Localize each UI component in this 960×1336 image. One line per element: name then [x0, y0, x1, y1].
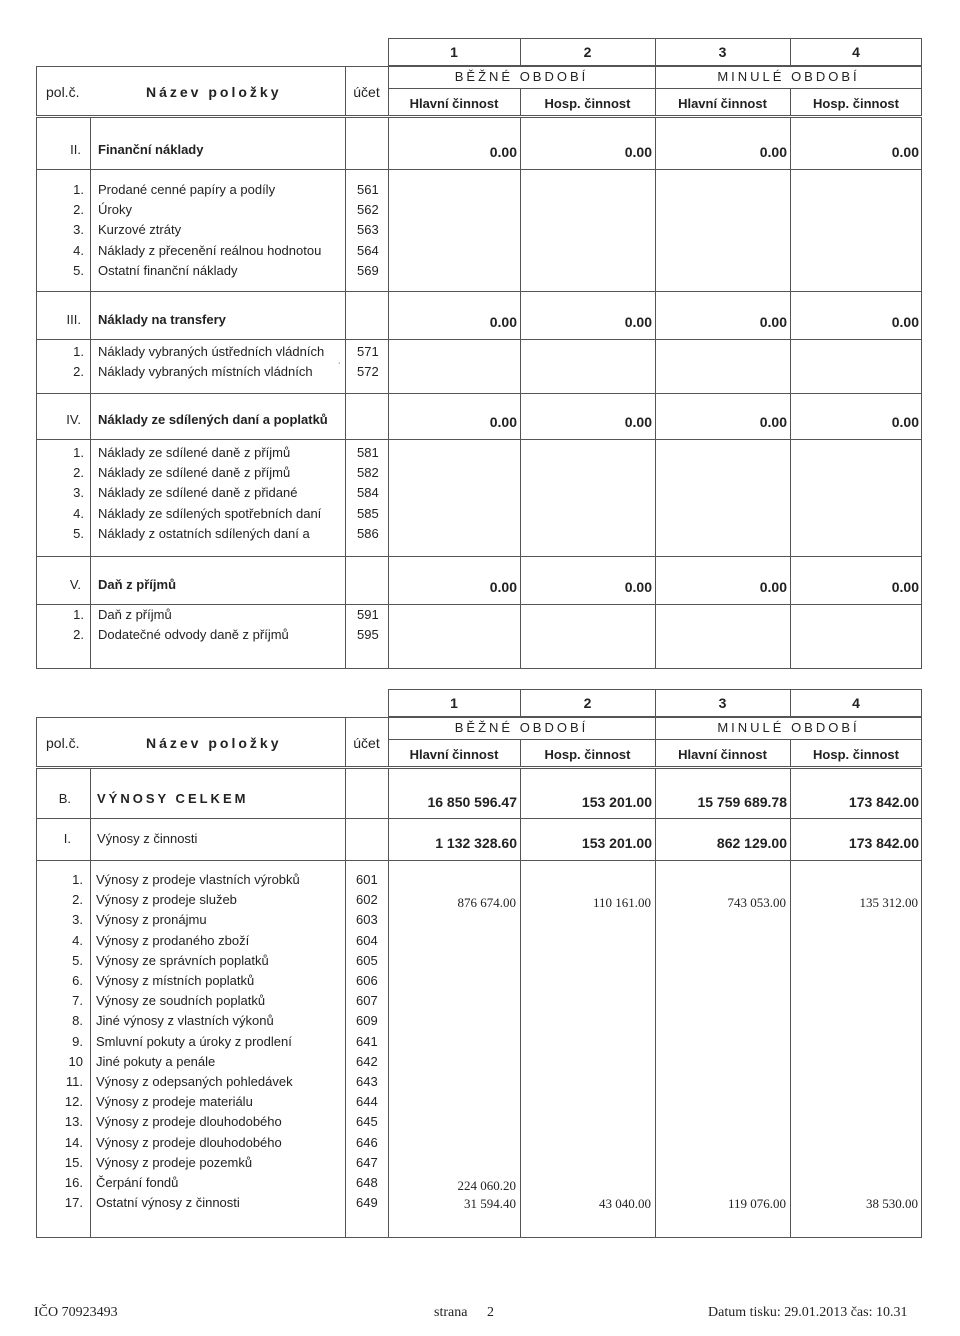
row-name: Výnosy z odepsaných pohledávek: [96, 1074, 293, 1089]
row-account: 648: [356, 1175, 378, 1190]
row-name: Jiné pokuty a penále: [96, 1053, 216, 1069]
header-2-sub-3: Hosp. činnost: [813, 747, 899, 762]
section-title: Náklady ze sdílených daní a poplatků: [98, 412, 328, 427]
header-2-pol: pol.č.: [46, 735, 80, 751]
section-total: 0.00: [759, 414, 787, 430]
subtotal-value: 153 201.00: [581, 835, 652, 851]
row-number: 1.: [73, 182, 84, 197]
header-2-col-number: 4: [852, 695, 860, 711]
row-account: 607: [356, 993, 378, 1009]
row-name: Náklady vybraných ústředních vládních: [98, 344, 325, 359]
row-name: Výnosy z prodeje pozemků: [96, 1154, 253, 1170]
footer-ico: IČO 70923493: [34, 1305, 118, 1320]
section-title: Náklady na transfery: [98, 312, 226, 327]
row-name: Výnosy z prodeje materiálu: [96, 1094, 253, 1110]
section-number: V.: [69, 577, 81, 592]
subtotal-value: 173 842.00: [848, 835, 919, 851]
section-total: 0.00: [489, 579, 517, 595]
section-total: 0.00: [624, 144, 652, 160]
row-number: 2.: [73, 465, 84, 481]
row-name: Smluvní pokuty a úroky z prodlení: [96, 1033, 292, 1049]
row-account: 571: [357, 344, 379, 359]
section-divider: [36, 393, 922, 394]
section-divider: [36, 556, 922, 557]
row-account: 646: [356, 1134, 378, 1150]
row-account: 604: [356, 932, 378, 948]
header-2-sub-1: Hosp. činnost: [544, 747, 631, 762]
header-2-minule-obdobi: MINULÉ OBDOBÍ: [717, 720, 860, 735]
row-number: 1.: [73, 607, 84, 622]
row-account: 642: [356, 1053, 378, 1069]
row-account: 595: [357, 627, 379, 643]
row-account: 562: [357, 202, 379, 218]
total-value: 173 842.00: [848, 794, 919, 810]
row-account: 563: [357, 222, 379, 238]
section-number: B.: [58, 791, 71, 806]
section-total: 0.00: [624, 579, 652, 595]
row-account: 609: [356, 1013, 378, 1029]
header-2-col-number: 2: [583, 695, 592, 711]
row-value: 43 040.00: [599, 1196, 651, 1211]
footer-page-number: 2: [487, 1305, 494, 1320]
section-title: Výnosy z činnosti: [97, 831, 198, 846]
section-divider: [36, 339, 922, 340]
row-name: Výnosy z místních poplatků: [96, 973, 255, 988]
section-total: 0.00: [759, 579, 787, 595]
section-total: 0.00: [489, 314, 517, 330]
row-name: Výnosy ze správních poplatků: [96, 952, 269, 968]
row-number: 2.: [73, 202, 84, 218]
row-number: 3.: [72, 912, 83, 928]
row-number: 3.: [73, 222, 84, 238]
header-2-col-number: 3: [718, 695, 727, 711]
tick-mark: ˙: [338, 362, 342, 373]
total-value: 16 850 596.47: [427, 794, 517, 810]
row-number: 8.: [72, 1013, 83, 1029]
header-2-bezne-obdobi: BĚŽNÉ OBDOBÍ: [454, 720, 589, 735]
row-account: 606: [356, 973, 378, 988]
row-name: Náklady z přecenění reálnou hodnotou: [98, 242, 322, 258]
row-name: Výnosy z prodeje služeb: [96, 892, 237, 908]
row-account: 582: [357, 465, 379, 481]
section-title: Finanční náklady: [98, 142, 204, 157]
row-value: 31 594.40: [464, 1196, 516, 1211]
header-2-sub-0: Hlavní činnost: [409, 747, 499, 762]
header-1-ucet: účet: [353, 84, 380, 100]
header-2-col-number: 1: [450, 695, 458, 711]
row-number: 4.: [72, 932, 83, 948]
row-number: 5.: [72, 952, 83, 968]
row-account: 647: [356, 1154, 378, 1170]
row-name: Výnosy z prodaného zboží: [96, 932, 250, 948]
header-1-sub-0: Hlavní činnost: [409, 96, 499, 111]
section-divider: [36, 818, 922, 819]
row-number: 5.: [73, 262, 84, 278]
row-number: 2.: [73, 364, 84, 380]
row-account: 564: [357, 242, 379, 258]
row-name: Dodatečné odvody daně z příjmů: [98, 627, 289, 643]
row-name: Náklady ze sdílené daně z příjmů: [98, 445, 291, 460]
ucet-column-divider: [345, 768, 346, 1238]
row-value: 119 076.00: [727, 1196, 786, 1211]
footer-page-label: strana: [434, 1305, 468, 1320]
row-number: 7.: [72, 993, 83, 1009]
row-number: 12.: [64, 1094, 83, 1110]
row-number: 17.: [64, 1195, 83, 1211]
row-account: 591: [357, 607, 379, 622]
row-account: 572: [357, 364, 379, 380]
row-number: 15.: [64, 1154, 83, 1170]
header-2-ucet: účet: [353, 735, 380, 751]
row-account: 561: [357, 182, 379, 197]
row-number: 4.: [73, 505, 84, 521]
row-name: Prodané cenné papíry a podíly: [98, 182, 276, 197]
section-number: III.: [66, 312, 81, 327]
section-total: 0.00: [891, 314, 919, 330]
row-number: 1.: [73, 344, 84, 359]
row-number: 3.: [73, 485, 84, 501]
section-title: Daň z příjmů: [98, 577, 177, 592]
row-name: Výnosy z prodeje dlouhodobého: [96, 1114, 282, 1130]
section-divider: [36, 169, 922, 170]
row-name: Náklady ze sdílených spotřebních daní: [98, 505, 322, 521]
row-name: Úroky: [98, 202, 132, 218]
row-number: 13.: [64, 1114, 83, 1130]
section-number: I.: [63, 831, 71, 846]
section-divider: [36, 439, 922, 440]
section-title: VÝNOSY CELKEM: [97, 791, 249, 806]
row-account: 584: [357, 485, 379, 501]
row-number: 11.: [65, 1074, 83, 1089]
row-account: 581: [357, 445, 379, 460]
row-number: 10: [68, 1053, 83, 1069]
row-name: Čerpání fondů: [96, 1175, 179, 1190]
row-number: 2.: [73, 627, 84, 643]
row-account: 641: [356, 1033, 378, 1049]
section-divider: [36, 860, 922, 861]
section-total: 0.00: [759, 314, 787, 330]
row-account: 605: [356, 952, 378, 968]
header-1-col-number: 2: [583, 44, 592, 60]
row-number: 5.: [73, 525, 84, 541]
row-value: 110 161.00: [592, 895, 651, 910]
row-account: 586: [357, 525, 379, 541]
row-value: 876 674.00: [457, 895, 516, 910]
row-value: 135 312.00: [859, 895, 918, 910]
row-account: 569: [357, 262, 379, 278]
row-number: 9.: [72, 1033, 83, 1049]
header-1-minule-obdobi: MINULÉ OBDOBÍ: [717, 69, 860, 84]
row-account: 602: [356, 892, 378, 908]
header-2-sub-2: Hlavní činnost: [678, 747, 767, 762]
row-name: Výnosy ze soudních poplatků: [96, 993, 266, 1009]
header-1-sub-1: Hosp. činnost: [544, 96, 631, 111]
row-name: Náklady ze sdílené daně z příjmů: [98, 465, 291, 481]
row-name: Výnosy z pronájmu: [96, 912, 207, 928]
row-account: 601: [356, 872, 378, 887]
row-number: 16.: [64, 1175, 83, 1190]
row-account: 644: [356, 1094, 378, 1110]
section-total: 0.00: [891, 579, 919, 595]
header-1-bezne-obdobi: BĚŽNÉ OBDOBÍ: [454, 69, 589, 84]
row-account: 603: [356, 912, 378, 928]
header-1-sub-2: Hlavní činnost: [678, 96, 767, 111]
subtotal-value: 1 132 328.60: [435, 835, 517, 851]
row-number: 6.: [72, 973, 83, 988]
row-value: 224 060.20: [457, 1178, 516, 1193]
section-total: 0.00: [759, 144, 787, 160]
section-divider: [36, 291, 922, 292]
row-number: 1.: [73, 445, 84, 460]
row-name: Kurzové ztráty: [98, 222, 182, 238]
section-total: 0.00: [489, 144, 517, 160]
section-total: 0.00: [891, 144, 919, 160]
row-account: 649: [356, 1195, 378, 1211]
row-name: Ostatní výnosy z činnosti: [96, 1195, 240, 1211]
row-name: Náklady z ostatních sdílených daní a: [98, 525, 310, 541]
header-1-nazev-title: Název položky: [146, 84, 282, 100]
row-name: Výnosy z prodeje dlouhodobého: [96, 1134, 282, 1150]
footer-print-date: Datum tisku: 29.01.2013 čas: 10.31: [708, 1305, 908, 1320]
header-1-sub-3: Hosp. činnost: [813, 96, 899, 111]
row-name: Náklady vybraných místních vládních: [98, 364, 313, 380]
row-number: 14.: [64, 1134, 83, 1150]
section-total: 0.00: [891, 414, 919, 430]
row-value: 743 053.00: [727, 895, 786, 910]
header-1-col-number: 3: [718, 44, 727, 60]
row-account: 645: [356, 1114, 378, 1130]
num-column-divider: [90, 768, 91, 1238]
header-2-nazev-title: Název položky: [146, 735, 282, 751]
row-account: 585: [357, 505, 379, 521]
row-number: 2.: [72, 892, 83, 908]
row-name: Náklady ze sdílené daně z přidané: [98, 485, 298, 501]
row-number: 1.: [72, 872, 83, 887]
row-account: 643: [356, 1074, 378, 1089]
row-value: 38 530.00: [866, 1196, 918, 1211]
row-name: Jiné výnosy z vlastních výkonů: [96, 1013, 274, 1029]
row-number: 4.: [73, 242, 84, 258]
subtotal-value: 862 129.00: [716, 835, 787, 851]
header-1-pol: pol.č.: [46, 84, 80, 100]
total-value: 153 201.00: [581, 794, 652, 810]
header-1-col-number: 4: [852, 44, 860, 60]
row-name: Výnosy z prodeje vlastních výrobků: [96, 872, 300, 887]
section-total: 0.00: [624, 314, 652, 330]
section-divider: [36, 604, 922, 605]
row-name: Daň z příjmů: [98, 607, 172, 622]
row-name: Ostatní finanční náklady: [98, 262, 238, 278]
section-number: IV.: [66, 412, 81, 427]
header-1-col-number: 1: [450, 44, 458, 60]
section-total: 0.00: [489, 414, 517, 430]
section-total: 0.00: [624, 414, 652, 430]
total-value: 15 759 689.78: [697, 794, 787, 810]
section-number: II.: [70, 142, 81, 157]
